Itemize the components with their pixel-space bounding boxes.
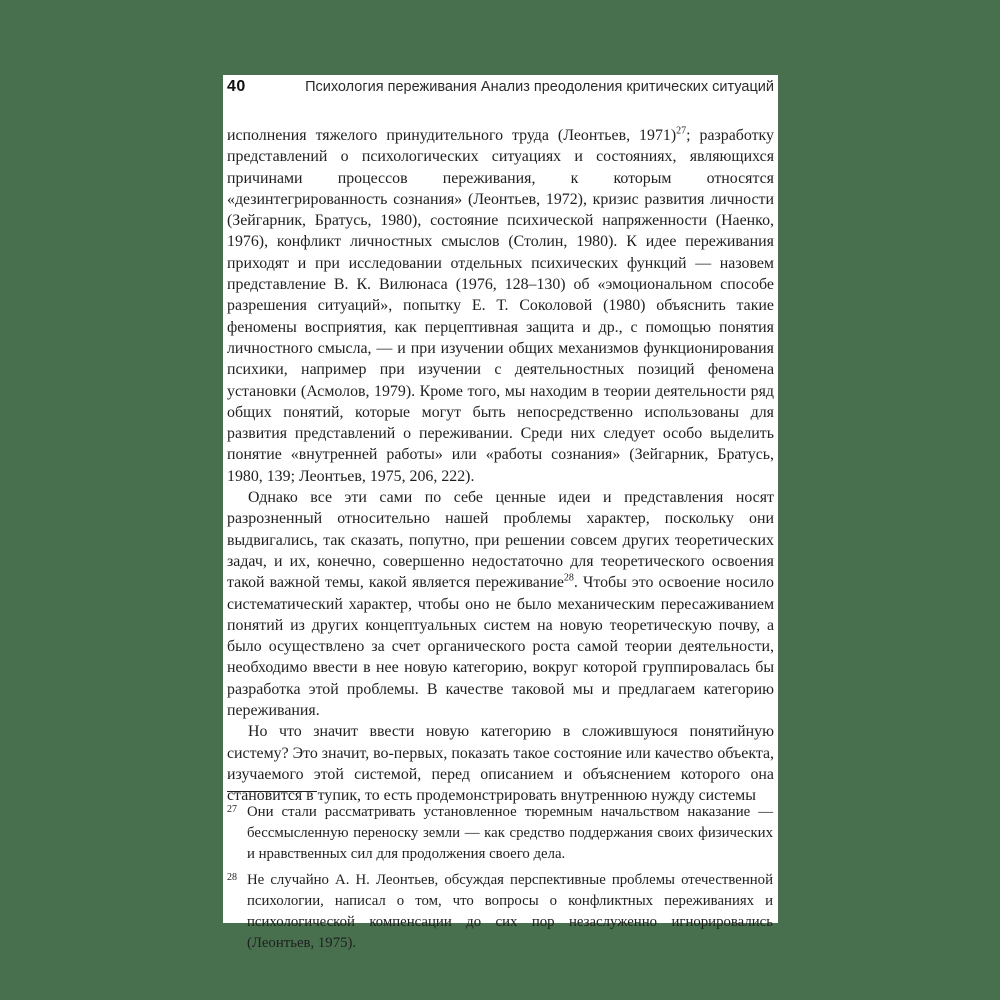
paragraph-2-text-cont: . Чтобы это освоение носило систематический характер, чтобы оно не было механическим пересаживанием понятий из других концептуальных систем на новую теоретическую почву, а было осуществлено за счет органического роста самой теории деятельности, необходимо ввести в нее новую категорию, вокруг которой группировалась бы разработка этой проблемы. В качестве таковой мы и предлагаем категорию переживания.	[227, 574, 774, 720]
paragraph-1-text-cont: ; разработку представлений о психологических ситуациях и состояниях, являющихся причинами процессов переживания, к которым относятся «дезинтегрированность сознания» (Леонтьев, 1972), кризис развития личности (Зейгарник, Братусь, 1980), состояние психической напряженности (Наенко, 1976), конфликт личностных смыслов (Столин, 1980). К идее переживания приходят и при исследовании отдельных психических функций — назовем представление В. К. Вилюнаса (1976, 128–130) об «эмоциональном способе разрешения ситуаций», попытку Е. Т. Соколовой (1980) объяснить такие феномены восприятия, как перцептивная защита и др., с помощью понятия личностного смысла, — и при изучении общих механизмов функционирования психики, например при изучении с деятельностных позиций феномена установки (Асмолов, 1979). Кроме того, мы находим в теории деятельности ряд общих понятий, которые могут быть непосредственно использованы для развития представлений о переживании. Среди них следует особо выделить понятие «внутренней работы» или «работы сознания» (Зейгарник, Братусь, 1980, 139; Леонтьев, 1975, 206, 222).	[227, 127, 774, 485]
footnotes-section	[227, 791, 773, 958]
footnote-28	[227, 870, 773, 955]
paragraph-3-text: Но что значит ввести новую категорию в сложившуюся понятийную систему? Это значит, во-первых, показать такое состояние или качество объекта, изучаемого этой системой, перед описанием и объяснением которого она становится в тупик, то есть продемонстрировать внутреннюю нужду системы	[227, 723, 775, 805]
footnote-separator	[227, 791, 317, 792]
page-header	[227, 78, 774, 96]
body-text	[227, 125, 774, 807]
paragraph-1-text: исполнения тяжелого принудительного труда (Леонтьев, 1971)	[227, 127, 677, 144]
footnote-ref-27: 27	[676, 125, 687, 137]
paragraph-2-text: Однако все эти сами по себе ценные идеи и представления носят разрозненный относительно нашей проблемы характер, поскольку они выдвигались, так сказать, попутно, при решении совсем других теоретических задач, и их, конечно, совершенно недостаточно для теоретического освоения такой важной темы, какой является переживание	[227, 489, 774, 592]
paragraph-1	[227, 125, 774, 487]
running-title: Психология переживания Анализ преодоления критических ситуаций	[305, 79, 774, 95]
footnote-28-number: 28	[227, 871, 237, 883]
footnote-27-text: Они стали рассматривать установленное тюремным начальством наказание — бессмысленную переноску земли — как средство поддержания своих физических и нравственных сил для продолжения своего дела.	[247, 804, 773, 863]
book-page	[223, 75, 778, 952]
footnote-ref-28: 28	[563, 572, 574, 584]
footnote-27	[227, 802, 773, 866]
footnote-27-number: 27	[227, 804, 237, 815]
paragraph-2	[227, 487, 774, 721]
footnote-28-text: Не случайно А. Н. Леонтьев, обсуждая перспективные проблемы отечественной психологии, написал о том, что вопросы о конфликтных переживаниях и психологической компенсации до сих пор незаслуженно игнорировались (Леонтьев, 1975).	[247, 871, 773, 952]
page-number: 40	[227, 78, 246, 95]
